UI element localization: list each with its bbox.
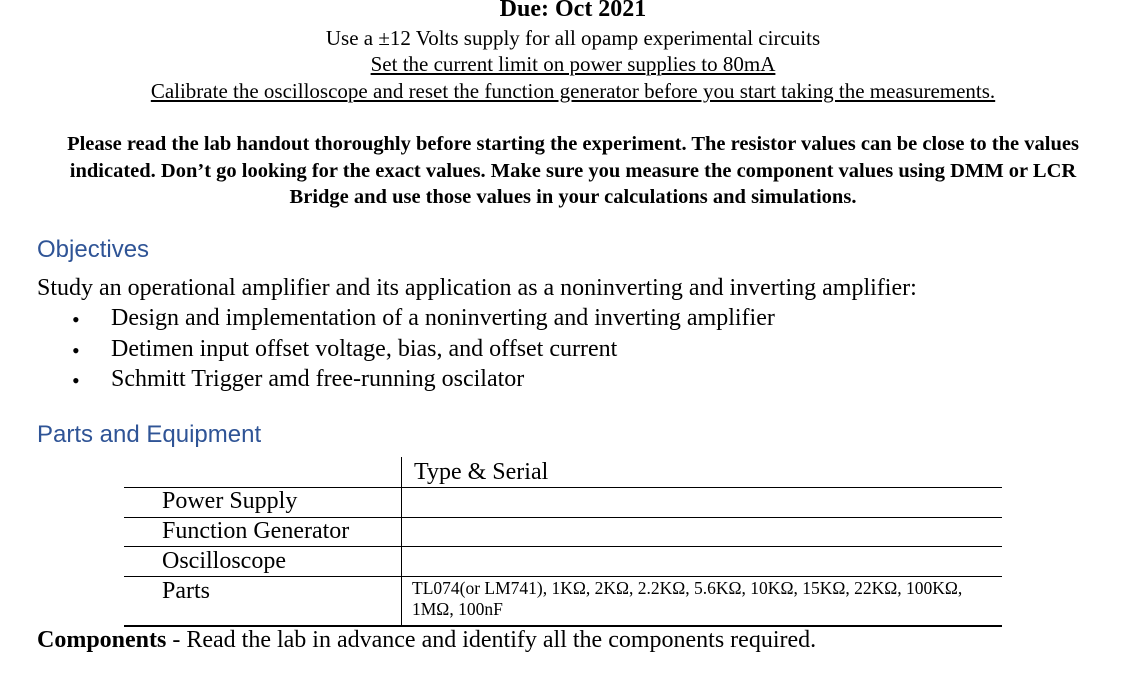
table-row-label: Oscilloscope	[162, 548, 286, 574]
column-header: Type & Serial	[414, 459, 549, 485]
components-note	[37, 627, 816, 654]
parts-heading: Parts and Equipment	[37, 421, 262, 448]
current-limit-note: Set the current limit on power supplies to 80mA	[370, 52, 776, 76]
column-divider	[401, 457, 402, 627]
table-row-label: Power Supply	[162, 488, 298, 514]
objective-text: Detimen input offset voltage, bias, and offset current	[111, 335, 618, 362]
bullet-icon: •	[72, 337, 80, 363]
objectives-intro: Study an operational amplifier and its application as a noninverting and inverting amplifier:	[37, 275, 917, 301]
parts-list-value: TL074(or LM741), 1KΩ, 2KΩ, 2.2KΩ, 5.6KΩ, 10KΩ, 15KΩ, 22KΩ, 100KΩ, 1MΩ, 100nF	[412, 578, 963, 619]
components-label: Components	[37, 627, 167, 653]
due-date: Due: Oct 2021	[499, 0, 647, 22]
objective-text: Schmitt Trigger amd free-running oscilator	[111, 366, 525, 392]
parts-table	[124, 457, 1002, 629]
objective-text: Design and implementation of a noninverting and inverting amplifier	[111, 305, 775, 331]
supply-note: Use a ±12 Volts supply for all opamp experimental circuits	[325, 26, 821, 50]
bullet-icon: •	[72, 307, 80, 332]
row-divider	[124, 576, 1002, 577]
table-row-label: Parts	[162, 578, 210, 604]
bullet-icon: •	[72, 368, 80, 393]
row-divider	[124, 546, 1002, 547]
lab-notice: Please read the lab handout thoroughly before starting the experiment. The resistor values can be close to the values indicated. Don’t go looking for the exact values. Make sure you measure the component values using DMM or LCR Bridge and use those values in your calculations and simulations.	[67, 133, 1079, 208]
calibrate-note: Calibrate the oscilloscope and reset the function generator before you start taking the measurements.	[150, 79, 996, 103]
table-row-label: Function Generator	[162, 518, 350, 544]
objectives-heading: Objectives	[37, 236, 150, 263]
components-text: - Read the lab in advance and identify all the components required.	[166, 627, 817, 653]
